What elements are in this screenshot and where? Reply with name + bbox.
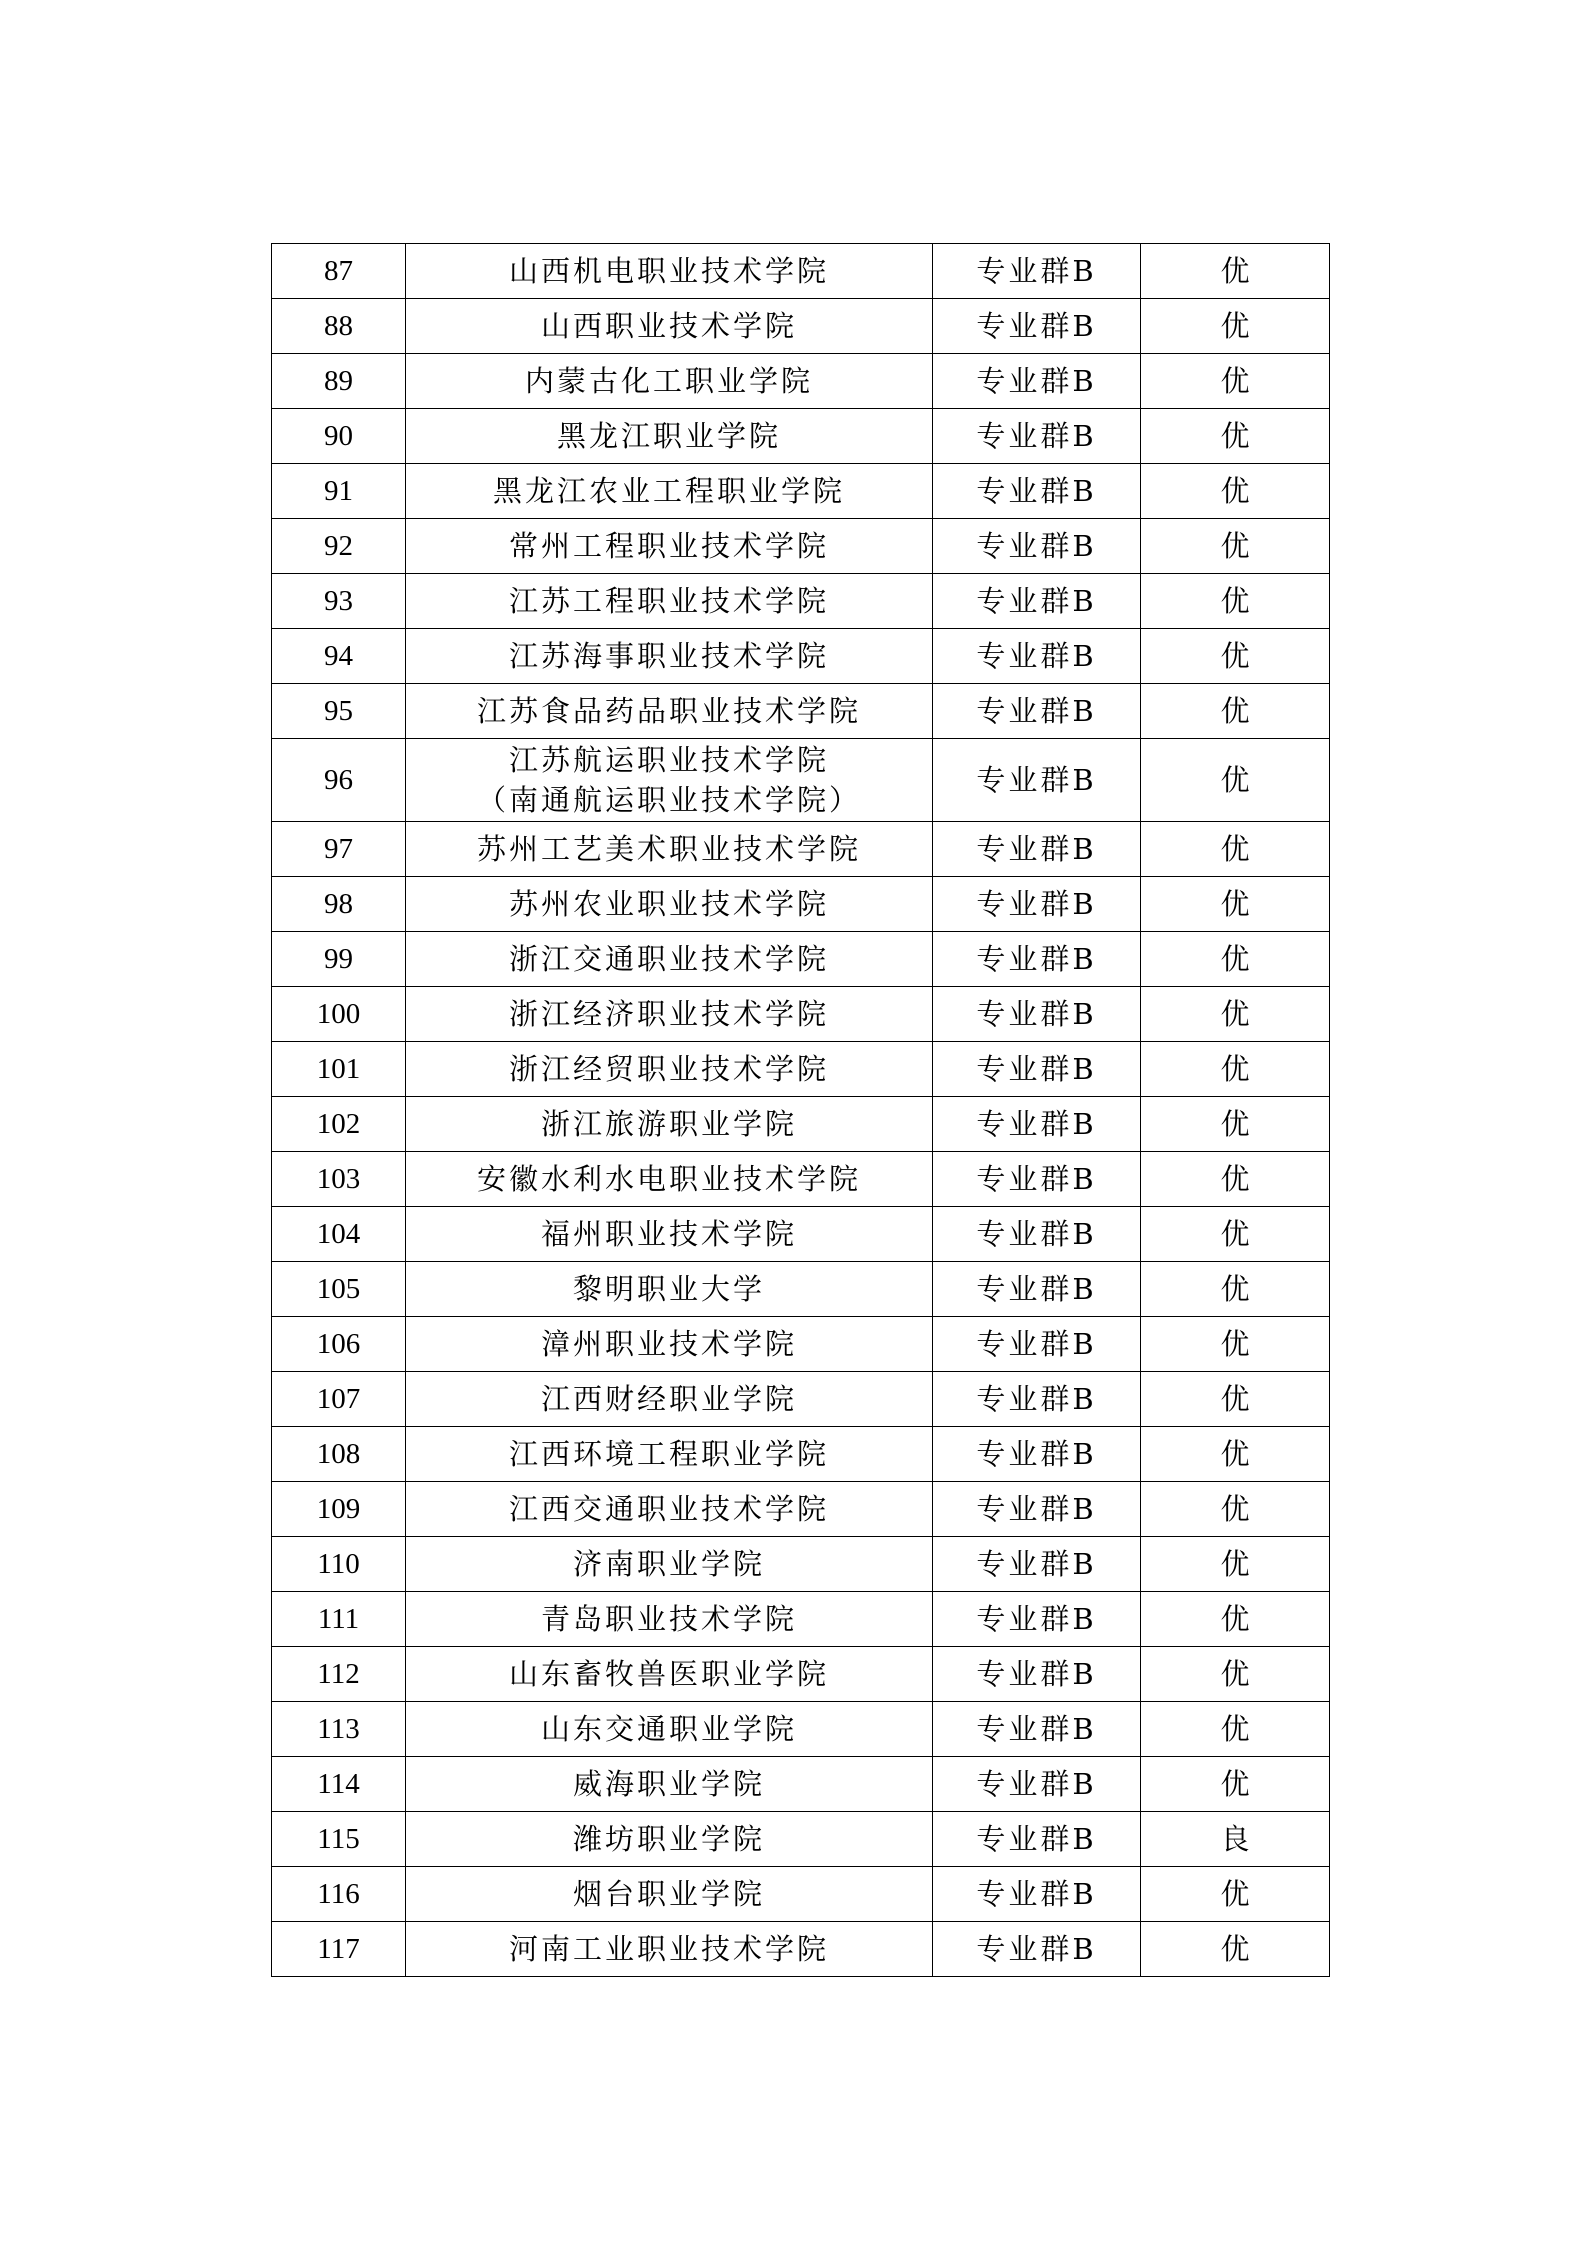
row-number-cell: 88 <box>272 299 406 354</box>
row-number-cell: 90 <box>272 409 406 464</box>
school-name-line: 常州工程职业技术学院 <box>508 529 829 563</box>
school-name-cell <box>406 684 933 739</box>
results-table <box>271 243 1330 1977</box>
school-name-cell <box>406 629 933 684</box>
school-name-cell <box>406 1427 933 1482</box>
grade-cell: 优 <box>1141 244 1330 299</box>
program-group-cell: 专业群B <box>933 877 1141 932</box>
table-row <box>272 1372 1330 1427</box>
school-name-line: 江西交通职业技术学院 <box>508 1492 829 1526</box>
school-name-cell <box>406 1152 933 1207</box>
table-row <box>272 1317 1330 1372</box>
program-group-cell: 专业群B <box>933 1152 1141 1207</box>
grade-cell: 优 <box>1141 1482 1330 1537</box>
table-row <box>272 244 1330 299</box>
school-name-line: 烟台职业学院 <box>572 1877 765 1911</box>
school-name-line: 福州职业技术学院 <box>540 1217 797 1251</box>
grade-cell: 优 <box>1141 299 1330 354</box>
table-row <box>272 1427 1330 1482</box>
program-group-cell: 专业群B <box>933 1262 1141 1317</box>
row-number-cell: 104 <box>272 1207 406 1262</box>
table-row <box>272 1592 1330 1647</box>
school-name-cell <box>406 354 933 409</box>
school-name-cell <box>406 1757 933 1812</box>
grade-cell: 优 <box>1141 877 1330 932</box>
program-group-cell: 专业群B <box>933 987 1141 1042</box>
row-number-cell: 110 <box>272 1537 406 1592</box>
school-name-line: 浙江经贸职业技术学院 <box>508 1052 829 1086</box>
school-name-cell <box>406 299 933 354</box>
school-name-line: 黑龙江农业工程职业学院 <box>492 474 845 508</box>
table-row <box>272 1207 1330 1262</box>
grade-cell: 优 <box>1141 1262 1330 1317</box>
school-name-line: 威海职业学院 <box>572 1767 765 1801</box>
school-name-cell <box>406 932 933 987</box>
school-name-cell <box>406 244 933 299</box>
grade-cell: 优 <box>1141 574 1330 629</box>
row-number-cell: 98 <box>272 877 406 932</box>
school-name-cell <box>406 574 933 629</box>
grade-cell: 优 <box>1141 1867 1330 1922</box>
program-group-cell: 专业群B <box>933 464 1141 519</box>
program-group-cell: 专业群B <box>933 409 1141 464</box>
program-group-cell: 专业群B <box>933 822 1141 877</box>
school-name-cell <box>406 1812 933 1867</box>
program-group-cell: 专业群B <box>933 1427 1141 1482</box>
grade-cell: 优 <box>1141 932 1330 987</box>
program-group-cell: 专业群B <box>933 244 1141 299</box>
program-group-cell: 专业群B <box>933 1757 1141 1812</box>
row-number-cell: 97 <box>272 822 406 877</box>
school-name-cell <box>406 739 933 822</box>
table-row <box>272 629 1330 684</box>
row-number-cell: 109 <box>272 1482 406 1537</box>
program-group-cell: 专业群B <box>933 1317 1141 1372</box>
program-group-cell: 专业群B <box>933 1812 1141 1867</box>
table-row <box>272 1867 1330 1922</box>
program-group-cell: 专业群B <box>933 1207 1141 1262</box>
program-group-cell: 专业群B <box>933 1592 1141 1647</box>
row-number-cell: 103 <box>272 1152 406 1207</box>
table-row <box>272 1262 1330 1317</box>
program-group-cell: 专业群B <box>933 739 1141 822</box>
table-row <box>272 822 1330 877</box>
school-name-line: 青岛职业技术学院 <box>540 1602 797 1636</box>
school-name-cell <box>406 1702 933 1757</box>
school-name-line: 浙江经济职业技术学院 <box>508 997 829 1031</box>
program-group-cell: 专业群B <box>933 299 1141 354</box>
school-name-line: 江西财经职业学院 <box>540 1382 797 1416</box>
school-name-line: 江苏海事职业技术学院 <box>508 639 829 673</box>
row-number-cell: 87 <box>272 244 406 299</box>
row-number-cell: 108 <box>272 1427 406 1482</box>
row-number-cell: 117 <box>272 1922 406 1977</box>
table-row <box>272 987 1330 1042</box>
table-row <box>272 1702 1330 1757</box>
school-name-line: 山东交通职业学院 <box>540 1712 797 1746</box>
grade-cell: 优 <box>1141 1702 1330 1757</box>
school-name-line: 黎明职业大学 <box>572 1272 765 1306</box>
program-group-cell: 专业群B <box>933 629 1141 684</box>
school-name-cell <box>406 1042 933 1097</box>
grade-cell: 优 <box>1141 1042 1330 1097</box>
school-name-line: 浙江交通职业技术学院 <box>508 942 829 976</box>
program-group-cell: 专业群B <box>933 1922 1141 1977</box>
table-row <box>272 1537 1330 1592</box>
school-name-line: 潍坊职业学院 <box>572 1822 765 1856</box>
school-name-cell <box>406 1537 933 1592</box>
grade-cell: 优 <box>1141 464 1330 519</box>
school-name-line: 内蒙古化工职业学院 <box>524 364 813 398</box>
grade-cell: 优 <box>1141 409 1330 464</box>
grade-cell: 优 <box>1141 1592 1330 1647</box>
row-number-cell: 99 <box>272 932 406 987</box>
row-number-cell: 106 <box>272 1317 406 1372</box>
grade-cell: 优 <box>1141 987 1330 1042</box>
school-name-line: 苏州工艺美术职业技术学院 <box>476 832 861 866</box>
school-name-cell <box>406 1592 933 1647</box>
grade-cell: 优 <box>1141 1647 1330 1702</box>
program-group-cell: 专业群B <box>933 574 1141 629</box>
school-name-cell <box>406 1097 933 1152</box>
table-body <box>272 244 1330 1977</box>
grade-cell: 优 <box>1141 1427 1330 1482</box>
table-row <box>272 1757 1330 1812</box>
school-name-cell <box>406 1262 933 1317</box>
row-number-cell: 105 <box>272 1262 406 1317</box>
row-number-cell: 112 <box>272 1647 406 1702</box>
grade-cell: 优 <box>1141 1372 1330 1427</box>
program-group-cell: 专业群B <box>933 932 1141 987</box>
school-name-line: 江苏航运职业技术学院 <box>508 743 829 777</box>
grade-cell: 优 <box>1141 1152 1330 1207</box>
row-number-cell: 107 <box>272 1372 406 1427</box>
school-name-cell <box>406 1867 933 1922</box>
table-row <box>272 1647 1330 1702</box>
row-number-cell: 92 <box>272 519 406 574</box>
table-row <box>272 464 1330 519</box>
row-number-cell: 100 <box>272 987 406 1042</box>
school-name-cell <box>406 1647 933 1702</box>
school-name-line: 山西机电职业技术学院 <box>508 254 829 288</box>
row-number-cell: 111 <box>272 1592 406 1647</box>
school-name-line: （南通航运职业技术学院） <box>476 783 861 817</box>
table-row <box>272 409 1330 464</box>
table-row <box>272 739 1330 822</box>
school-name-cell <box>406 1317 933 1372</box>
school-name-cell <box>406 519 933 574</box>
school-name-cell <box>406 1207 933 1262</box>
program-group-cell: 专业群B <box>933 1867 1141 1922</box>
table-row <box>272 1097 1330 1152</box>
school-name-line: 江苏工程职业技术学院 <box>508 584 829 618</box>
school-name-cell <box>406 1922 933 1977</box>
grade-cell: 良 <box>1141 1812 1330 1867</box>
grade-cell: 优 <box>1141 1922 1330 1977</box>
table-row <box>272 519 1330 574</box>
program-group-cell: 专业群B <box>933 1537 1141 1592</box>
table-row <box>272 932 1330 987</box>
row-number-cell: 89 <box>272 354 406 409</box>
row-number-cell: 113 <box>272 1702 406 1757</box>
school-name-cell <box>406 987 933 1042</box>
table-row <box>272 574 1330 629</box>
school-name-line: 江西环境工程职业学院 <box>508 1437 829 1471</box>
row-number-cell: 95 <box>272 684 406 739</box>
school-name-line: 江苏食品药品职业技术学院 <box>476 694 861 728</box>
school-name-line: 河南工业职业技术学院 <box>508 1932 829 1966</box>
row-number-cell: 93 <box>272 574 406 629</box>
program-group-cell: 专业群B <box>933 1372 1141 1427</box>
school-name-line: 安徽水利水电职业技术学院 <box>476 1162 861 1196</box>
row-number-cell: 102 <box>272 1097 406 1152</box>
grade-cell: 优 <box>1141 629 1330 684</box>
table-row <box>272 684 1330 739</box>
program-group-cell: 专业群B <box>933 519 1141 574</box>
row-number-cell: 96 <box>272 739 406 822</box>
row-number-cell: 91 <box>272 464 406 519</box>
row-number-cell: 116 <box>272 1867 406 1922</box>
program-group-cell: 专业群B <box>933 1647 1141 1702</box>
table-row <box>272 299 1330 354</box>
program-group-cell: 专业群B <box>933 1702 1141 1757</box>
school-name-line: 济南职业学院 <box>572 1547 765 1581</box>
table-row <box>272 877 1330 932</box>
row-number-cell: 94 <box>272 629 406 684</box>
grade-cell: 优 <box>1141 1207 1330 1262</box>
program-group-cell: 专业群B <box>933 354 1141 409</box>
grade-cell: 优 <box>1141 822 1330 877</box>
row-number-cell: 115 <box>272 1812 406 1867</box>
grade-cell: 优 <box>1141 1757 1330 1812</box>
table-row <box>272 1482 1330 1537</box>
school-name-cell <box>406 822 933 877</box>
table-row <box>272 1922 1330 1977</box>
program-group-cell: 专业群B <box>933 1042 1141 1097</box>
school-name-line: 浙江旅游职业学院 <box>540 1107 797 1141</box>
grade-cell: 优 <box>1141 354 1330 409</box>
school-name-cell <box>406 1372 933 1427</box>
school-name-line: 苏州农业职业技术学院 <box>508 887 829 921</box>
program-group-cell: 专业群B <box>933 684 1141 739</box>
row-number-cell: 114 <box>272 1757 406 1812</box>
row-number-cell: 101 <box>272 1042 406 1097</box>
school-name-line: 黑龙江职业学院 <box>556 419 781 453</box>
school-name-line: 山东畜牧兽医职业学院 <box>508 1657 829 1691</box>
school-name-cell <box>406 409 933 464</box>
table-row <box>272 354 1330 409</box>
school-name-line: 山西职业技术学院 <box>540 309 797 343</box>
grade-cell: 优 <box>1141 1537 1330 1592</box>
grade-cell: 优 <box>1141 684 1330 739</box>
school-name-cell <box>406 877 933 932</box>
grade-cell: 优 <box>1141 1317 1330 1372</box>
table-row <box>272 1812 1330 1867</box>
table-row <box>272 1152 1330 1207</box>
table-row <box>272 1042 1330 1097</box>
school-name-cell <box>406 1482 933 1537</box>
school-name-line: 漳州职业技术学院 <box>540 1327 797 1361</box>
program-group-cell: 专业群B <box>933 1097 1141 1152</box>
grade-cell: 优 <box>1141 739 1330 822</box>
school-name-cell <box>406 464 933 519</box>
grade-cell: 优 <box>1141 1097 1330 1152</box>
grade-cell: 优 <box>1141 519 1330 574</box>
program-group-cell: 专业群B <box>933 1482 1141 1537</box>
